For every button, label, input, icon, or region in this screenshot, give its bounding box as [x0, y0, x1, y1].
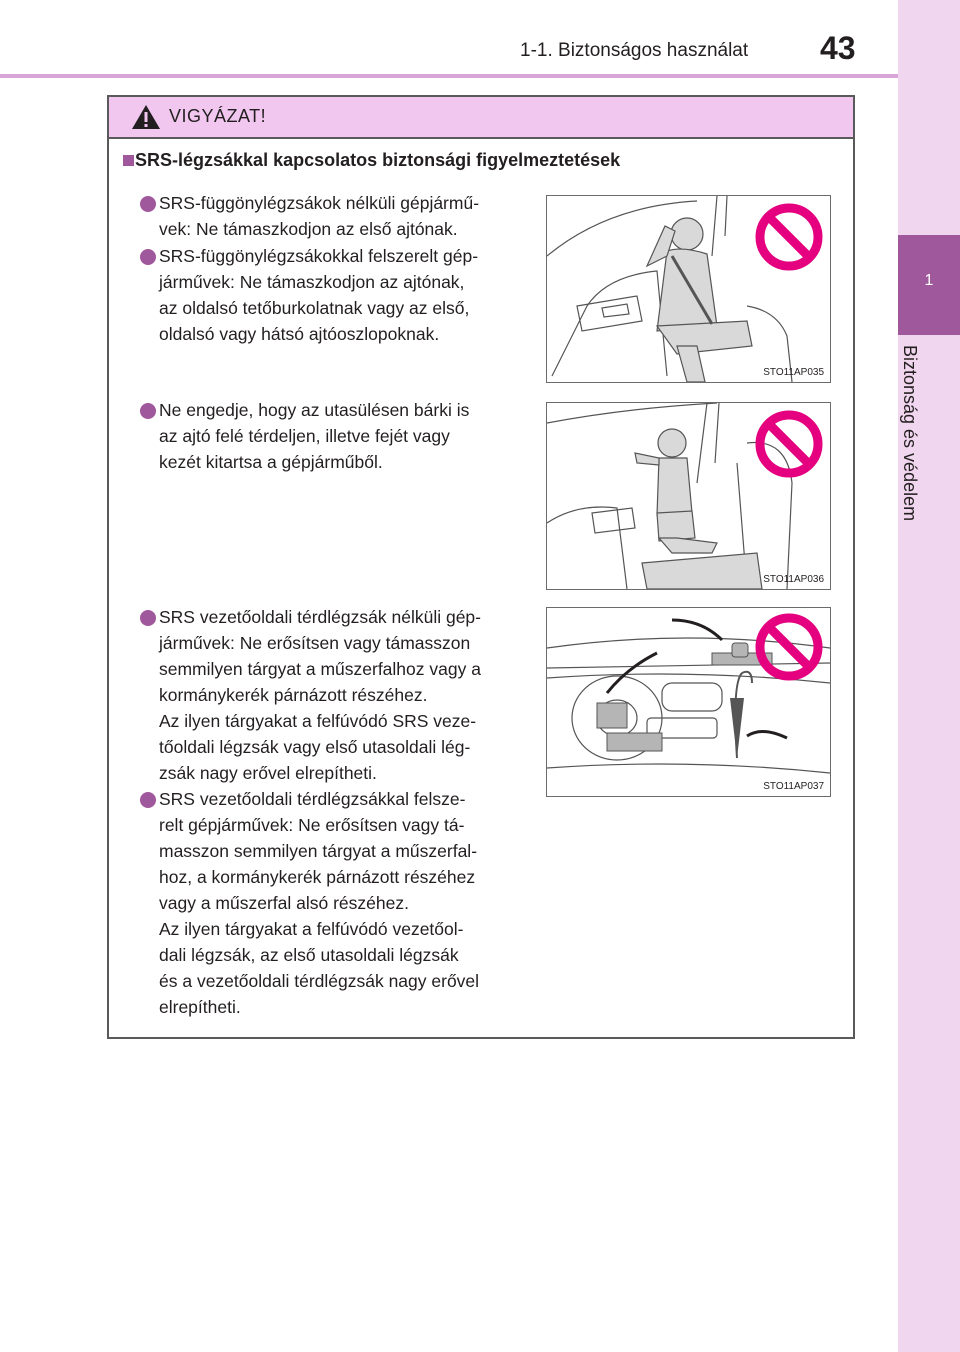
text-line: kormánykerék párnázott részéhez. [159, 685, 428, 705]
figure-code: STO11AP035 [763, 367, 824, 378]
illustration-leaning-on-door [546, 195, 831, 383]
bullet-icon [140, 792, 156, 808]
text-line: SRS-függönylégzsákokkal felszerelt gép- [159, 246, 479, 266]
text-line: és a vezetőoldali térdlégzsák nagy erővel [159, 971, 480, 991]
bullet-icon [140, 610, 156, 626]
warning-item-3 [159, 397, 535, 475]
header-divider [0, 74, 898, 78]
side-chapter-title: Biztonság és védelem [900, 345, 920, 522]
text-line: Ne engedje, hogy az utasülésen bárki is [159, 400, 470, 420]
illustration-dashboard-objects [546, 607, 831, 797]
prohibited-icon [754, 409, 824, 479]
side-chapter-label [900, 345, 942, 585]
warning-title: VIGYÁZAT! [169, 106, 267, 126]
figure-code: STO11AP036 [763, 574, 824, 585]
text-line: elrepítheti. [159, 997, 241, 1017]
prohibited-icon [754, 612, 824, 682]
warning-box [107, 95, 855, 1039]
warning-item-1 [159, 190, 535, 242]
warning-triangle-icon [131, 104, 161, 130]
text-line: Az ilyen tárgyakat a felfúvódó SRS veze- [159, 711, 477, 731]
text-line: kezét kitartsa a gépjárműből. [159, 452, 383, 472]
page-number: 43 [820, 30, 856, 66]
text-line: dali légzsák, az első utasoldali légzsák [159, 945, 459, 965]
text-line: járművek: Ne erősítsen vagy támasszon [159, 633, 471, 653]
side-chapter-bar [898, 0, 960, 1352]
text-line: az oldalsó tetőburkolatnak vagy az első, [159, 298, 470, 318]
section-heading: SRS-légzsákkal kapcsolatos biztonsági figyelmeztetések [135, 150, 621, 170]
text-line: semmilyen tárgyat a műszerfalhoz vagy a [159, 659, 481, 679]
section-marker [123, 155, 134, 166]
text-line: SRS vezetőoldali térdlégzsák nélküli gép- [159, 607, 481, 627]
text-line: hoz, a kormánykerék párnázott részéhez [159, 867, 476, 887]
text-line: masszon semmilyen tárgyat a műszerfal- [159, 841, 478, 861]
warning-item-4 [159, 604, 535, 786]
text-line: SRS-függönylégzsákok nélküli gépjármű- [159, 193, 480, 213]
text-line: tőoldali légzsák vagy első utasoldali lég- [159, 737, 471, 757]
header-section-title: 1-1. Biztonságos használat [520, 40, 749, 61]
text-line: SRS vezetőoldali térdlégzsákkal felsze- [159, 789, 466, 809]
prohibited-icon [754, 202, 824, 272]
text-line: vagy a műszerfal alsó részéhez. [159, 893, 409, 913]
warning-header [109, 97, 853, 139]
figure-code: STO11AP037 [763, 781, 824, 792]
side-chapter-number: 1 [924, 272, 934, 289]
text-line: oldalsó vagy hátsó ajtóoszlopoknak. [159, 324, 440, 344]
text-line: zsák nagy erővel elrepítheti. [159, 763, 377, 783]
bullet-icon [140, 403, 156, 419]
bullet-icon [140, 249, 156, 265]
text-line: Az ilyen tárgyakat a felfúvódó vezetőol- [159, 919, 464, 939]
text-line: relt gépjárművek: Ne erősítsen vagy tá- [159, 815, 465, 835]
warning-item-2 [159, 243, 535, 347]
text-line: járművek: Ne támaszkodjon az ajtónak, [159, 272, 465, 292]
bullet-icon [140, 196, 156, 212]
text-line: vek: Ne támaszkodjon az első ajtónak. [159, 219, 458, 239]
illustration-kneeling-on-seat [546, 402, 831, 590]
text-line: az ajtó felé térdeljen, illetve fejét vagy [159, 426, 450, 446]
warning-item-5 [159, 786, 535, 1020]
